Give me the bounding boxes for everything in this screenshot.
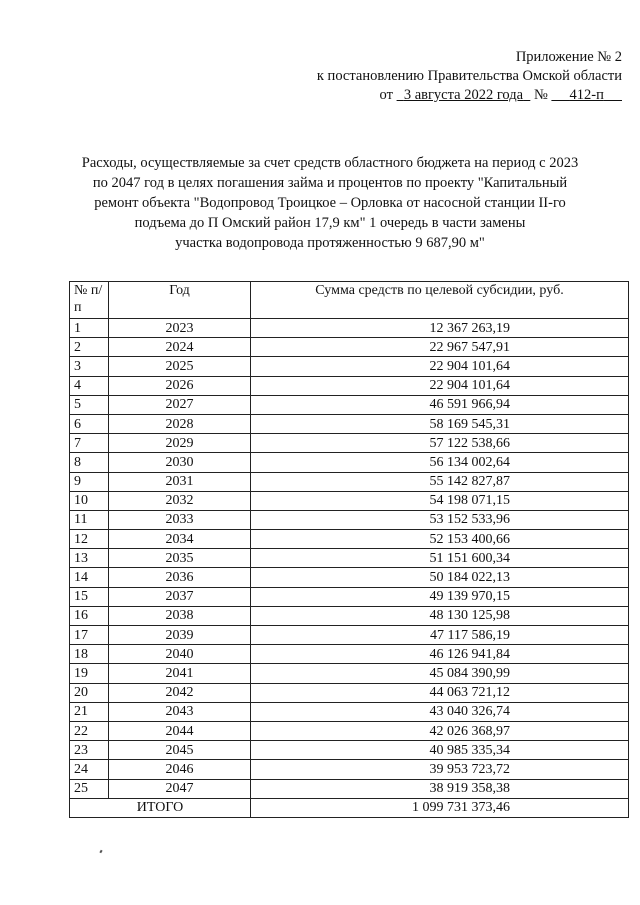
- total-label: ИТОГО: [70, 798, 251, 817]
- row-year: 2033: [109, 510, 251, 529]
- row-sum: 58 169 545,31: [251, 414, 629, 433]
- row-number: 2: [70, 338, 109, 357]
- table-row: [70, 376, 629, 395]
- table-row: [70, 530, 629, 549]
- row-number: 24: [70, 760, 109, 779]
- table-row: [70, 702, 629, 721]
- row-year: 2040: [109, 645, 251, 664]
- total-sum: 1 099 731 373,46: [251, 798, 629, 817]
- title-line: участка водопровода протяженностью 9 687,90 м": [175, 235, 485, 251]
- table-row: [70, 357, 629, 376]
- table-row: [70, 760, 629, 779]
- table-row: [70, 491, 629, 510]
- from-label: от: [379, 87, 393, 103]
- row-year: 2034: [109, 530, 251, 549]
- row-year: 2047: [109, 779, 251, 798]
- row-number: 8: [70, 453, 109, 472]
- table-row: [70, 338, 629, 357]
- row-sum: 12 367 263,19: [251, 319, 629, 338]
- row-sum: 47 117 586,19: [251, 626, 629, 645]
- decree-number: 412-п: [569, 87, 604, 103]
- row-year: 2046: [109, 760, 251, 779]
- row-sum: 42 026 368,97: [251, 721, 629, 740]
- row-year: 2037: [109, 587, 251, 606]
- decree-reference: к постановлению Правительства Омской области: [316, 68, 622, 84]
- title-line: Расходы, осуществляемые за счет средств областного бюджета на период с 2023: [81, 155, 579, 171]
- total-row: [70, 798, 629, 817]
- table-header-row: [70, 282, 629, 319]
- row-number: 3: [70, 357, 109, 376]
- row-number: 14: [70, 568, 109, 587]
- table-row: [70, 683, 629, 702]
- table-row: [70, 664, 629, 683]
- row-number: 23: [70, 741, 109, 760]
- table-row: [70, 606, 629, 625]
- row-number: 5: [70, 395, 109, 414]
- table-row: [70, 472, 629, 491]
- row-year: 2031: [109, 472, 251, 491]
- row-number: 6: [70, 414, 109, 433]
- row-sum: 22 904 101,64: [251, 357, 629, 376]
- row-sum: 22 904 101,64: [251, 376, 629, 395]
- row-number: 18: [70, 645, 109, 664]
- row-number: 16: [70, 606, 109, 625]
- header-year: Год: [109, 282, 251, 319]
- table-row: [70, 587, 629, 606]
- row-year: 2029: [109, 434, 251, 453]
- row-sum: 55 142 827,87: [251, 472, 629, 491]
- table-body: [70, 319, 629, 799]
- row-sum: 50 184 022,13: [251, 568, 629, 587]
- document-header: [317, 48, 622, 105]
- row-year: 2027: [109, 395, 251, 414]
- row-year: 2024: [109, 338, 251, 357]
- row-year: 2036: [109, 568, 251, 587]
- row-year: 2038: [109, 606, 251, 625]
- table-row: [70, 779, 629, 798]
- row-year: 2035: [109, 549, 251, 568]
- row-number: 25: [70, 779, 109, 798]
- row-sum: 51 151 600,34: [251, 549, 629, 568]
- table-row: [70, 319, 629, 338]
- row-number: 13: [70, 549, 109, 568]
- row-sum: 49 139 970,15: [251, 587, 629, 606]
- row-sum: 54 198 071,15: [251, 491, 629, 510]
- table-row: [70, 721, 629, 740]
- title-line: по 2047 год в целях погашения займа и процентов по проекту "Капитальный: [92, 175, 568, 191]
- number-label: №: [533, 87, 548, 103]
- expenses-table: [69, 281, 629, 818]
- scan-speck: [99, 850, 102, 854]
- table-row: [70, 510, 629, 529]
- table-row: [70, 626, 629, 645]
- row-sum: 44 063 721,12: [251, 683, 629, 702]
- header-num: № п/п: [70, 282, 109, 319]
- row-sum: 38 919 358,38: [251, 779, 629, 798]
- row-sum: 43 040 326,74: [251, 702, 629, 721]
- row-year: 2042: [109, 683, 251, 702]
- row-number: 22: [70, 721, 109, 740]
- table-row: [70, 395, 629, 414]
- table-row: [70, 549, 629, 568]
- row-number: 19: [70, 664, 109, 683]
- row-year: 2023: [109, 319, 251, 338]
- decree-date-number: [317, 86, 622, 105]
- table-row: [70, 568, 629, 587]
- row-year: 2025: [109, 357, 251, 376]
- row-year: 2039: [109, 626, 251, 645]
- row-year: 2043: [109, 702, 251, 721]
- row-number: 21: [70, 702, 109, 721]
- row-sum: 40 985 335,34: [251, 741, 629, 760]
- table-row: [70, 741, 629, 760]
- row-sum: 48 130 125,98: [251, 606, 629, 625]
- row-year: 2041: [109, 664, 251, 683]
- row-sum: 57 122 538,66: [251, 434, 629, 453]
- title-line: ремонт объекта "Водопровод Троицкое – Орловка от насосной станции II-го: [94, 195, 566, 211]
- row-year: 2030: [109, 453, 251, 472]
- row-number: 1: [70, 319, 109, 338]
- row-sum: 22 967 547,91: [251, 338, 629, 357]
- row-year: 2044: [109, 721, 251, 740]
- header-sum: Сумма средств по целевой субсидии, руб.: [251, 282, 629, 319]
- row-year: 2045: [109, 741, 251, 760]
- title-line: подъема до П Омский район 17,9 км" 1 очередь в части замены: [134, 215, 526, 231]
- row-sum: 39 953 723,72: [251, 760, 629, 779]
- document-title: [60, 153, 600, 253]
- row-sum: 52 153 400,66: [251, 530, 629, 549]
- row-year: 2028: [109, 414, 251, 433]
- row-sum: 45 084 390,99: [251, 664, 629, 683]
- row-sum: 46 126 941,84: [251, 645, 629, 664]
- appendix-label: Приложение № 2: [515, 49, 622, 65]
- row-year: 2032: [109, 491, 251, 510]
- row-number: 17: [70, 626, 109, 645]
- row-number: 20: [70, 683, 109, 702]
- row-year: 2026: [109, 376, 251, 395]
- row-sum: 46 591 966,94: [251, 395, 629, 414]
- table-row: [70, 434, 629, 453]
- decree-date: 3 августа 2022 года: [403, 87, 524, 103]
- row-number: 11: [70, 510, 109, 529]
- row-sum: 56 134 002,64: [251, 453, 629, 472]
- row-number: 9: [70, 472, 109, 491]
- row-number: 4: [70, 376, 109, 395]
- row-number: 7: [70, 434, 109, 453]
- row-sum: 53 152 533,96: [251, 510, 629, 529]
- row-number: 10: [70, 491, 109, 510]
- table-row: [70, 645, 629, 664]
- row-number: 15: [70, 587, 109, 606]
- row-number: 12: [70, 530, 109, 549]
- table-row: [70, 453, 629, 472]
- table-row: [70, 414, 629, 433]
